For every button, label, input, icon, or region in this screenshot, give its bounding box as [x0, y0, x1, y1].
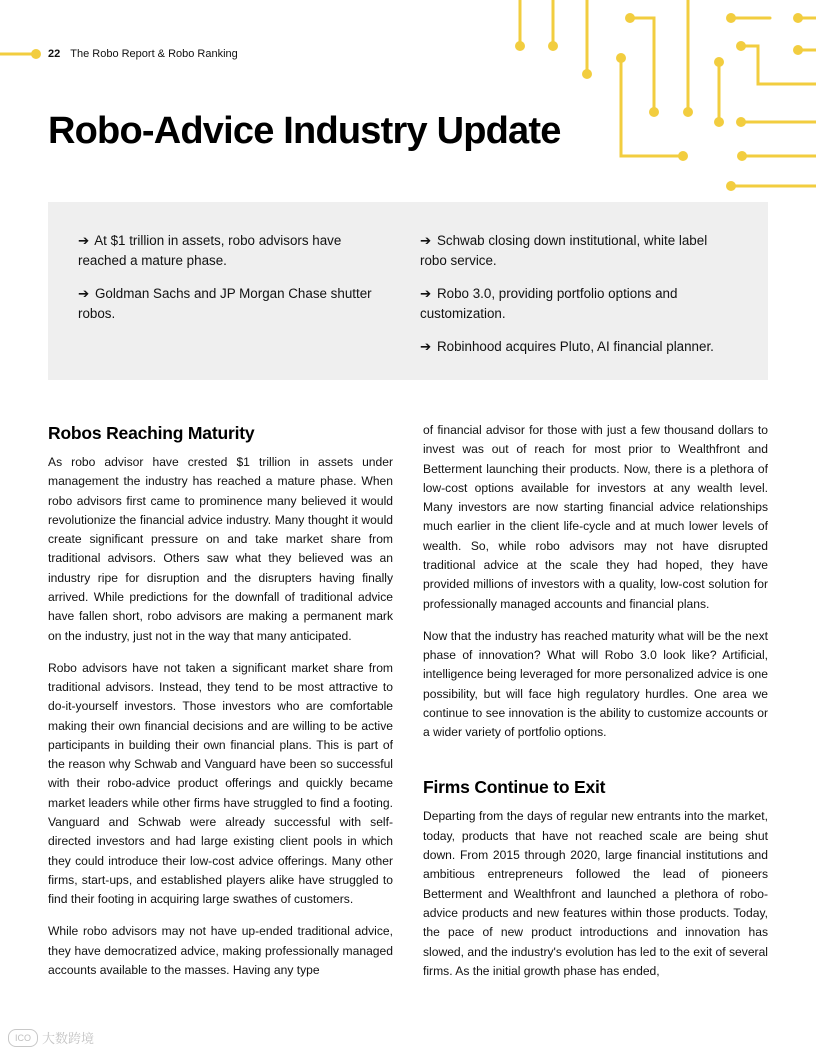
report-title: The Robo Report & Robo Ranking [70, 48, 238, 60]
paragraph: While robo advisors may not have up-ended traditional advice, they have democratized advice, making professionally managed accounts available to the masses. Having any type [48, 924, 393, 977]
circuit-decoration [0, 0, 816, 200]
watermark [8, 1028, 94, 1047]
arrow-right-icon: ➔ [420, 233, 432, 248]
right-column [423, 421, 768, 981]
paragraph: Now that the industry has reached maturity what will be the next phase of innovation? What will Robo 3.0 look like? Artificial, intelligence being leveraged for more personalized advice is one possibility, but will face high regulatory hurdles. One area we continue to see innovation is the ability to customize accounts or a wider variety of portfolio options. [423, 628, 768, 740]
arrow-right-icon: ➔ [78, 233, 90, 248]
left-column [48, 422, 393, 980]
watermark-logo: ICO [8, 1029, 38, 1047]
paragraph: Robo advisors have not taken a significant market share from traditional advisors. Instead, they tend to be most attractive to do-it-yourself investors. Those investors who are comfortable making their own financial decisions and are willing to be active participants in building their own financial plans. This is part of the reason why Schwab and Vanguard have been so successful with their robo-advice product offerings and quickly became market leaders while other firms have struggled to find a footing. Vanguard and Schwab were already successful with self-directed investors and had large existing client pools in which they could introduce their low-cost advice offerings. Many other firms, start-ups, and established players alike have struggled to find their footing in acquiring large swathes of customers. [48, 660, 393, 907]
summary-bullet: ➔ Robinhood acquires Pluto, AI financial planner. [420, 339, 714, 354]
arrow-right-icon: ➔ [420, 286, 432, 301]
paragraph: Departing from the days of regular new entrants into the market, today, products that have not reached scale are being shut down. From 2015 through 2020, large financial institutions and ambitious entrepreneurs followed the lead of pioneers Betterment and Wealthfront and launched a plethora of robo-advice products and new features within those products. Today, the pace of new product introductions and innovation has slowed, and the industry's evolution has led to the exit of several firms. As the initial growth phase has ended, [423, 809, 768, 978]
page-header [48, 48, 238, 60]
arrow-right-icon: ➔ [78, 286, 90, 301]
summary-bullet: ➔ Robo 3.0, providing portfolio options and customization. [420, 286, 678, 321]
summary-bullet: ➔ At $1 trillion in assets, robo advisors have reached a mature phase. [78, 233, 342, 268]
summary-box [48, 202, 768, 380]
paragraph: of financial advisor for those with just a few thousand dollars to invest was out of reach for most prior to Wealthfront and Betterment launching their products. Now, there is a plethora of low-cost options available for investors at any wealth level. Many investors are now starting financial advice relationships much earlier in the client life-cycle and at much lower levels of wealth. So, while robo advisors may not have disrupted traditional advice at the scale they had hoped, they have provided millions of investors with a quality, low-cost solution for professionally managed accounts and financial plans. [423, 423, 768, 611]
paragraph: As robo advisor have crested $1 trillion in assets under management the industry has reached a mature phase. When robo advisors first came to prominence many believed it would revolutionize the financial advice industry. Many thought it would create significant pressure on and take market share from traditional advisors. Others saw what they believed was an industry ripe for disruption and the disrupters having finally arrived. While predictions for the downfall of traditional advice have fallen short, robo advisors are making a permanent mark on the industry, just not in the way that many anticipated. [48, 455, 393, 643]
page-number: 22 [48, 48, 61, 60]
summary-bullet: ➔ Goldman Sachs and JP Morgan Chase shutter robos. [78, 286, 372, 321]
page-title: Robo-Advice Industry Update [48, 110, 561, 152]
arrow-right-icon: ➔ [420, 339, 432, 354]
section-heading: Firms Continue to Exit [423, 777, 606, 798]
summary-bullet: ➔ Schwab closing down institutional, white label robo service. [420, 233, 708, 268]
section-heading: Robos Reaching Maturity [48, 423, 255, 443]
watermark-text: 大数跨境 [42, 1031, 95, 1046]
